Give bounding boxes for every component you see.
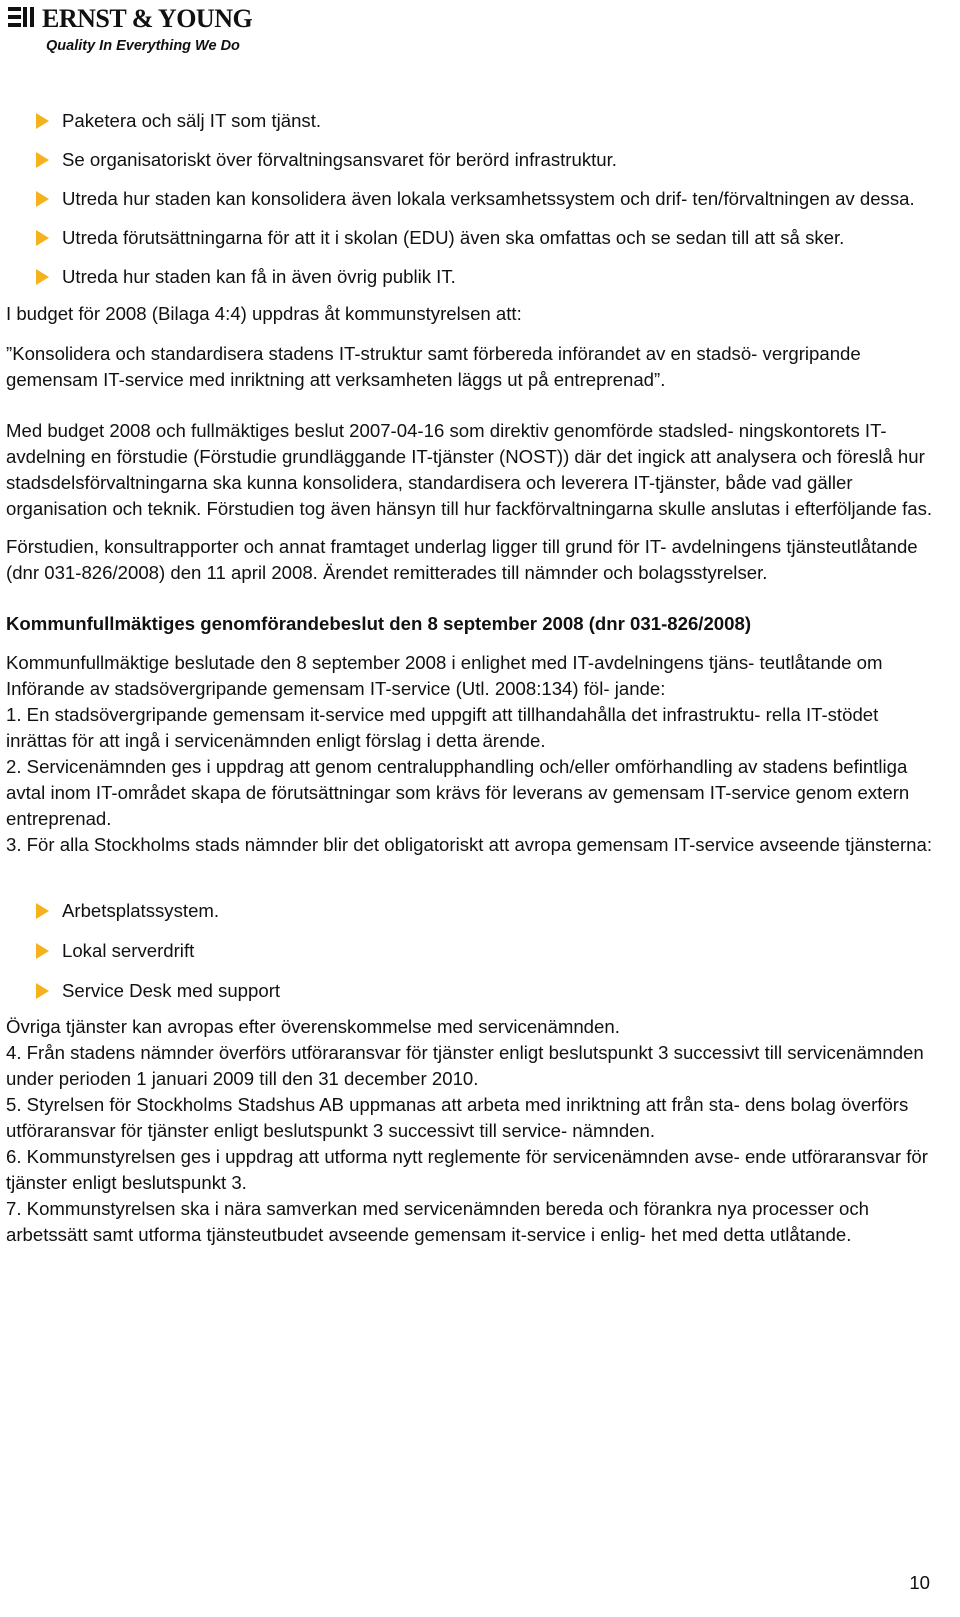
list-item: Utreda hur staden kan få in även övrig publik IT. — [6, 264, 936, 290]
triangle-bullet-icon — [36, 191, 49, 207]
triangle-bullet-icon — [36, 269, 49, 285]
section-heading: Kommunfullmäktiges genomförandebeslut den 8 september 2008 (dnr 031-826/2008) — [6, 613, 752, 634]
logo-name: ERNST & YOUNG — [42, 4, 253, 33]
ernst-young-logo — [8, 4, 258, 58]
logo-bars-icon — [8, 7, 38, 27]
page-number: 10 — [909, 1572, 930, 1593]
bullet-list-services — [6, 898, 936, 1004]
decision-point-4: 4. Från stadens nämnder överförs utföraransvar för tjänster enligt beslutspunkt 3 successivt till servicenämnden under perioden 1 januari 2009 till den 31 december 2010. — [6, 1042, 924, 1089]
budget-intro-paragraph: I budget för 2008 (Bilaga 4:4) uppdras åt kommunstyrelsen att: — [6, 303, 522, 324]
list-item: Se organisatoriskt över förvaltningsansvaret för berörd infrastruktur. — [6, 147, 936, 173]
triangle-bullet-icon — [36, 903, 49, 919]
triangle-bullet-icon — [36, 152, 49, 168]
triangle-bullet-icon — [36, 983, 49, 999]
other-services-paragraph: Övriga tjänster kan avropas efter överenskommelse med servicenämnden. — [6, 1016, 620, 1037]
decision-intro-paragraph: Kommunfullmäktige beslutade den 8 september 2008 i enlighet med IT-avdelningens tjäns- teutlåtande om Införande av stadsövergripande gemensam IT-service (Utl. 2008:134) föl- jande: — [6, 652, 883, 699]
list-item: Arbetsplatssystem. — [6, 898, 936, 924]
underlag-paragraph: Förstudien, konsultrapporter och annat framtaget underlag ligger till grund för IT- avdelningens tjänsteutlåtande (dnr 031-826/2008) den 11 april 2008. Ärendet remitterades till nämnder och bolagsstyrelser. — [6, 536, 918, 583]
triangle-bullet-icon — [36, 943, 49, 959]
triangle-bullet-icon — [36, 230, 49, 246]
document-body — [6, 108, 936, 1248]
logo-tagline: Quality In Everything We Do — [46, 38, 240, 54]
decision-point-6: 6. Kommunstyrelsen ges i uppdrag att utforma nytt reglemente för servicenämnden avse- ende utföraransvar för tjänster enligt beslutspunkt 3. — [6, 1146, 928, 1193]
triangle-bullet-icon — [36, 113, 49, 129]
list-item: Utreda hur staden kan konsolidera även lokala verksamhetssystem och drif- ten/förvaltningen av dessa. — [6, 186, 936, 212]
list-item: Utreda förutsättningarna för att it i skolan (EDU) även ska omfattas och se sedan till att så sker. — [6, 225, 936, 251]
list-item: Lokal serverdrift — [6, 938, 936, 964]
decision-point-1: 1. En stadsövergripande gemensam it-service med uppgift att tillhandahålla det infrastruktu- rella IT-stödet inrättas för att ingå i servicenämnden enligt förslag i detta ärende. — [6, 704, 879, 751]
decision-point-2: 2. Servicenämnden ges i uppdrag att genom centralupphandling och/eller omförhandling av stadens befintliga avtal inom IT-området skapa de förutsättningar som krävs för leverans av gemensam IT-service genom extern entreprenad. — [6, 756, 910, 829]
forstudie-paragraph: Med budget 2008 och fullmäktiges beslut 2007-04-16 som direktiv genomförde stadsled- ningskontorets IT-avdelning en förstudie (Förstudie grundläggande IT-tjänster (NOST)) där det ingick att analysera och föreslå hur stadsdelsförvaltningarna ska kunna konsolidera, standardisera och leverera IT-tjänster, både vad gäller organisation och teknik. Förstudien tog även hänsyn till hur fackförvaltningarna skulle anslutas i efterföljande fas. — [6, 420, 933, 519]
decision-point-5: 5. Styrelsen för Stockholms Stadshus AB uppmanas att arbeta med inriktning att från sta- dens bolag överförs utföraransvar för tjänster enligt beslutspunkt 3 successivt till service- nämnden. — [6, 1094, 909, 1141]
decision-point-7: 7. Kommunstyrelsen ska i nära samverkan med servicenämnden bereda och förankra nya processer och arbetssätt samt utforma tjänsteutbudet avseende gemensam it-service i enlig- het med detta utlåtande. — [6, 1198, 869, 1245]
bullet-list-actions — [6, 108, 936, 290]
budget-quote-paragraph: ”Konsolidera och standardisera stadens IT-struktur samt förbereda införandet av en stadsö- vergripande gemensam IT-service med inriktning att verksamheten läggs ut på entreprenad”. — [6, 343, 861, 390]
list-item: Paketera och sälj IT som tjänst. — [6, 108, 936, 134]
decision-point-3: 3. För alla Stockholms stads nämnder blir det obligatoriskt att avropa gemensam IT-service avseende tjänsterna: — [6, 834, 933, 855]
list-item: Service Desk med support — [6, 978, 936, 1004]
